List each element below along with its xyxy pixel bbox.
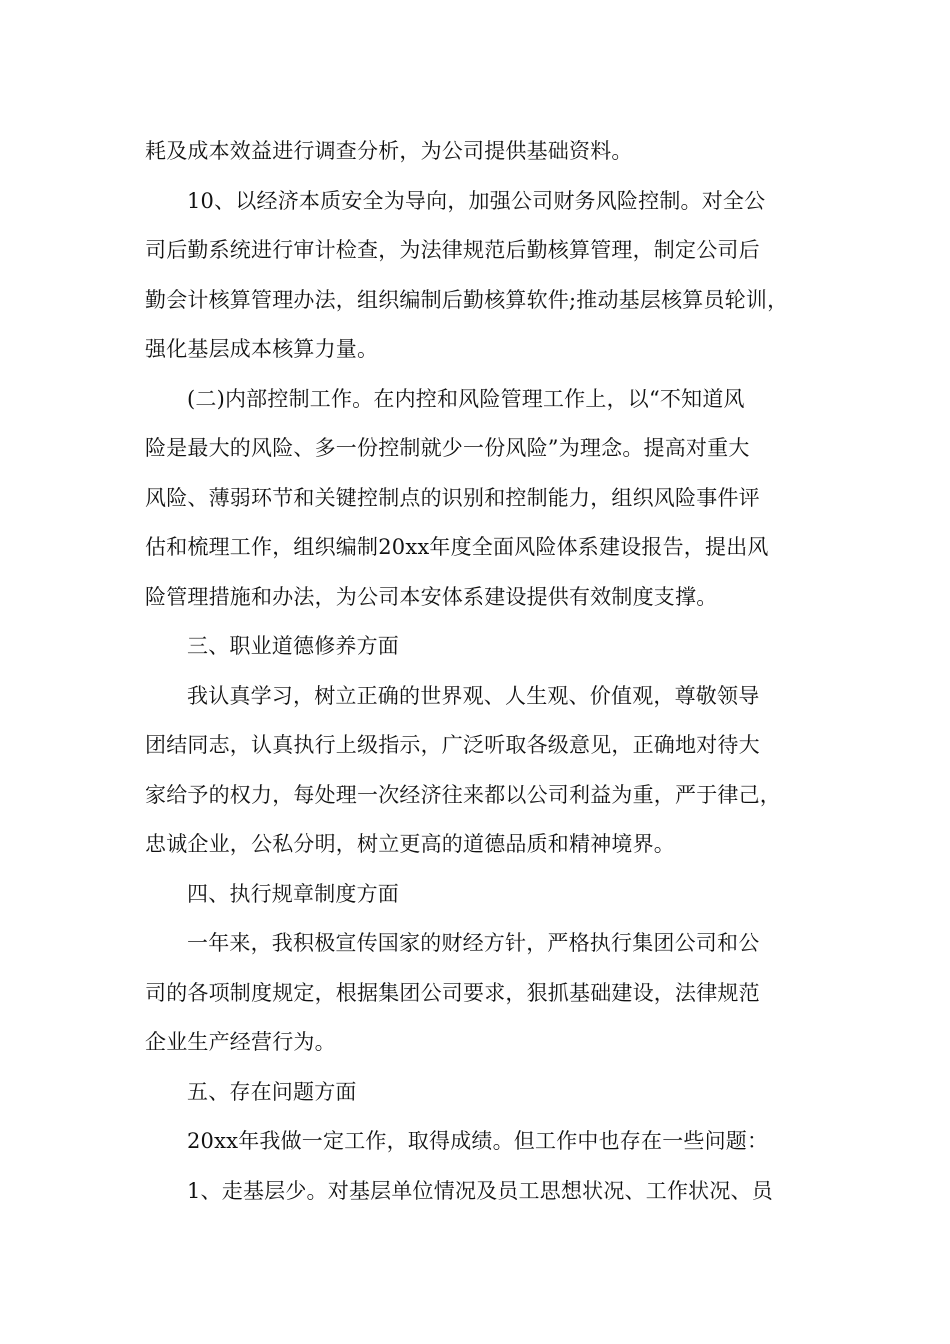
text-line: 险是最大的风险、多一份控制就少一份风险”为理念。提高对重大 [145, 436, 750, 460]
text-line: 勤会计核算管理办法，组织编制后勤核算软件;推动基层核算员轮训， [145, 287, 789, 312]
text-line: 险管理措施和办法，为公司本安体系建设提供有效制度支撑。 [145, 584, 718, 609]
text-line: 1、走基层少。对基层单位情况及员工思想状况、工作状况、员 [187, 1178, 773, 1203]
text-line: 司的各项制度规定，根据集团公司要求，狠抓基础建设，法律规范 [145, 980, 760, 1005]
text-line: 强化基层成本核算力量。 [145, 337, 379, 361]
text-line: 20xx年我做一定工作，取得成绩。但工作中也存在一些问题： [187, 1129, 769, 1153]
text-line: 家给予的权力，每处理一次经济往来都以公司利益为重，严于律己， [145, 782, 781, 807]
section-heading: 三、职业道德修养方面 [187, 634, 399, 658]
text-line: 10、以经济本质安全为导向，加强公司财务风险控制。对全公 [187, 188, 766, 213]
text-line: 忠诚企业，公私分明，树立更高的道德品质和精神境界。 [145, 832, 675, 856]
section-heading: 五、存在问题方面 [187, 1079, 357, 1104]
section-heading: 四、执行规章制度方面 [187, 881, 399, 906]
text-line: 一年来，我积极宣传国家的财经方针，严格执行集团公司和公 [187, 931, 760, 955]
text-line: 风险、薄弱环节和关键控制点的识别和控制能力，组织风险事件评 [145, 485, 760, 510]
text-line: (二)内部控制工作。在内控和风险管理工作上，以“不知道风 [187, 386, 745, 411]
text-line: 企业生产经营行为。 [145, 1030, 336, 1054]
text-line: 耗及成本效益进行调查分析，为公司提供基础资料。 [145, 139, 633, 163]
text-line: 估和梳理工作，组织编制20xx年度全面风险体系建设报告，提出风 [145, 535, 769, 559]
text-line: 我认真学习，树立正确的世界观、人生观、价值观，尊敬领导 [187, 683, 760, 708]
document-body [145, 127, 805, 1216]
text-line: 团结同志，认真执行上级指示，广泛听取各级意见，正确地对待大 [145, 733, 760, 757]
text-line: 司后勤系统进行审计检查，为法律规范后勤核算管理，制定公司后 [145, 238, 760, 262]
